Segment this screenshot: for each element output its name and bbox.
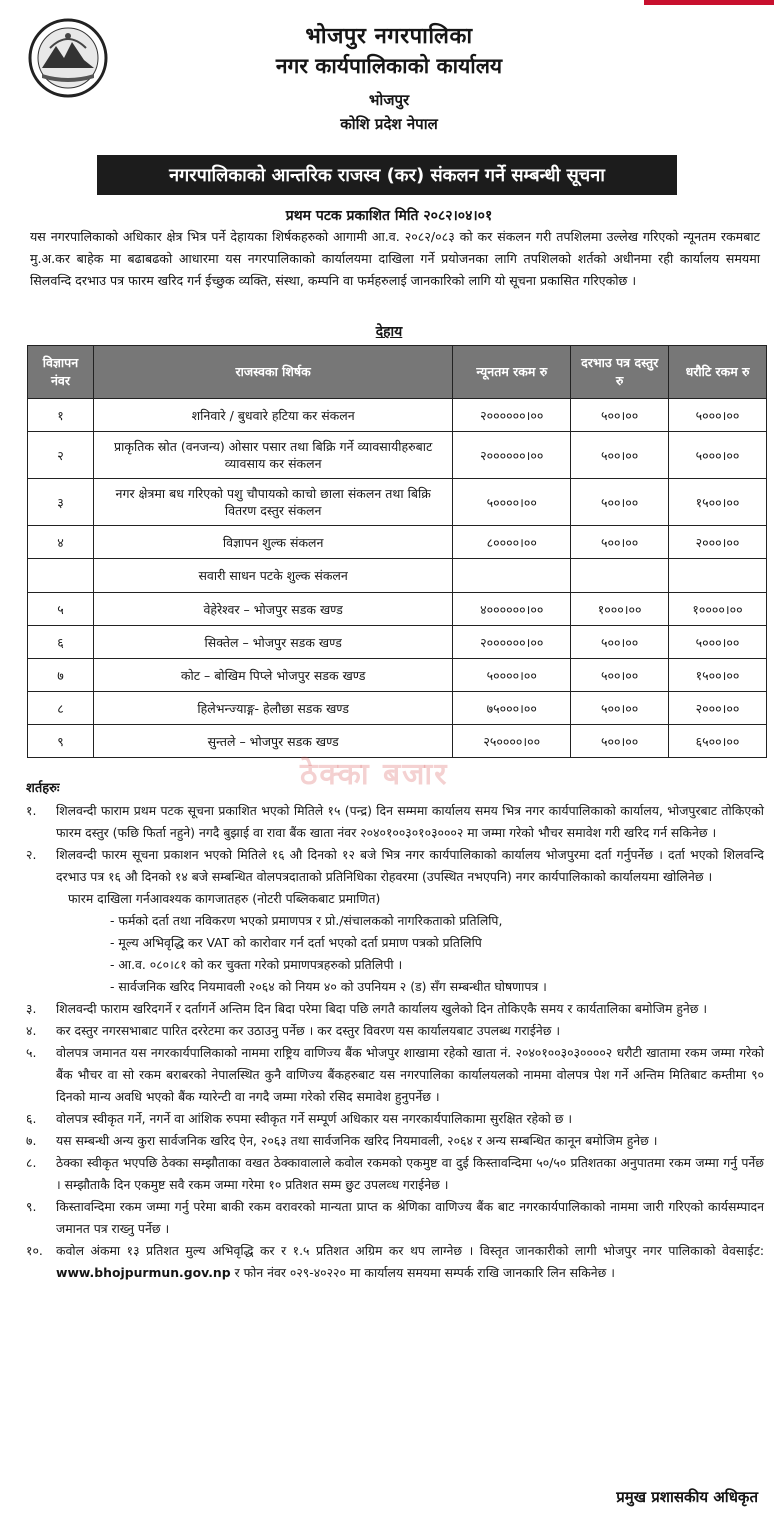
cell-no: ८ [28,692,94,725]
cell-no: ३ [28,479,94,526]
term-item [26,1152,764,1196]
table-row [28,479,767,526]
table-caption: देहाय [375,324,403,340]
table-row [28,526,767,559]
municipality-name: भोजपुर नगरपालिका [305,24,473,49]
cell-min: ४००००००।०० [453,593,571,626]
term-item [26,844,764,888]
cell-no: ५ [28,593,94,626]
term-item [26,800,764,844]
table-row [28,626,767,659]
term-number: ४. [26,1023,37,1038]
cell-deposit: २०००।०० [669,526,767,559]
province-name: कोशि प्रदेश नेपाल [340,115,438,133]
cell-min: २००००००।०० [453,432,571,479]
cell-min: ५००००।०० [453,659,571,692]
doc-item: - मूल्य अभिवृद्धि कर VAT को कारोवार गर्न दर्ता भएको दर्ता प्रमाण पत्रको प्रतिलिपि [110,935,482,950]
terms-list [26,800,764,1284]
cell-fee: ५००।०० [571,399,669,432]
term-number: ३. [26,1001,37,1016]
cell-fee: ५००।०० [571,626,669,659]
table-row [28,432,767,479]
cell-title: शनिवारे / बुधवारे हटिया कर संकलन [93,399,452,432]
term-item [26,1240,764,1284]
term-text: शिलवन्दी फारम सूचना प्रकाशन भएको मितिले १६ औ दिनको १२ बजे भित्र नगर कार्यपालिकाको कार्यालय भोजपुरमा दर्ता गर्नुपर्नेछ । दर्ता भएको शिलवन्दि दरभाउ पत्र १६ औ दिनको १४ बजे सम्बन्धित वोलपत्रदाताको प्रतिनिधिका रोहवरमा (उपस्थित नभएपनि) नगर कार्यपालिकाको कार्यालयमा खोलिनेछ । [56,847,764,884]
col-header-deposit: धरौटि रकम रु [669,346,767,399]
table-row [28,692,767,725]
cell-deposit: २०००।०० [669,692,767,725]
col-header-title: राजस्वका शिर्षक [93,346,452,399]
cell-no: ४ [28,526,94,559]
cell-deposit: ६५००।०० [669,725,767,758]
cell-fee: ५००।०० [571,526,669,559]
cell-fee: ५००।०० [571,432,669,479]
cell-fee: ५००।०० [571,725,669,758]
term-text: शिलवन्दी फाराम प्रथम पटक सूचना प्रकाशित भएको मितिले १५ (पन्द्र) दिन सम्ममा कार्यालय समय भित्र नगर कार्यपालिकाको कार्यालय, भोजपुरबाट तोकिएको फारम दस्तुर (फछि फिर्ता नहुने) नगदै बुझाई वा रावा बैंक खाता नंवर २०४०१००३०१०३०००२ मा जम्मा गरेको भौचर समावेश गरी खरिद गर्न सकिनेछ । [56,803,764,840]
term-number: ७. [26,1133,37,1148]
cell-deposit: ५०००।०० [669,432,767,479]
cell-title: हिलेभन्ज्याङ्ग- हेलौछा सडक खण्ड [93,692,452,725]
cell-fee: ५००।०० [571,659,669,692]
table-header-row [28,346,767,399]
term-text: वोलपत्र स्वीकृत गर्ने, नगर्ने वा आंशिक रुपमा स्वीकृत गर्ने सम्पूर्ण अधिकार यस नगरकार्यपालिकामा सुरक्षित रहेको छ । [56,1111,573,1126]
district-name: भोजपुर [368,91,410,109]
cell-title: सिक्तेल – भोजपुर सडक खण्ड [93,626,452,659]
table-group-row [28,559,767,593]
cell-title: कोट – बोखिम पिप्ले भोजपुर सडक खण्ड [93,659,452,692]
notice-title-banner: नगरपालिकाको आन्तरिक राजस्व (कर) संकलन गर्ने सम्बन्धी सूचना [97,155,677,195]
table-row [28,659,767,692]
term-number: २. [26,847,37,862]
cell-title: सुन्तले – भोजपुर सडक खण्ड [93,725,452,758]
doc-item: - फर्मको दर्ता तथा नविकरण भएको प्रमाणपत्र र प्रो./संचालकको नागरिकताको प्रतिलिपि, [110,913,503,928]
cell-deposit: १५००।०० [669,479,767,526]
cell-min: ७५०००।०० [453,692,571,725]
term-number: ५. [26,1045,37,1060]
term-number: ९. [26,1199,37,1214]
term-item [26,1042,764,1108]
term-item [26,1196,764,1240]
cell-deposit: १००००।०० [669,593,767,626]
term-item [26,1020,764,1042]
cell-deposit: ५०००।०० [669,399,767,432]
term-text: ठेक्का स्वीकृत भएपछि ठेक्का सम्झौताका वखत ठेक्कावालाले कवोल रकमको एकमुष्ट वा दुई किस्तावन्दिमा ५०/५० प्रतिशतका अनुपातमा रकम जम्मा गर्नु पर्नेछ । सम्झौताकै दिन एकमुष्ट सवै रकम जम्मा गरेमा १० प्रतिशत सम्म छुट उपलव्ध गराईनेछ । [56,1155,764,1192]
term-text: वोलपत्र जमानत यस नगरकार्यपालिकाको नाममा राष्ट्रिय वाणिज्य बैंक भोजपुर शाखामा रहेको खाता नं. २०४०१००३०३००००२ धरौटी खातामा रकम जम्मा गरेको बैंक भौचर वा सो रकम बराबरको नेपालस्थित कुनै वाणिज्य बैंकहरुबाट यस नगरपालिका कार्यालयलको नाममा वोलपत्र पेश गर्ने अन्तिम मितिबाट कम्तीमा ९० दिनको मान्य अवधि भएको बैंक ग्यारेन्टी वा नगदै जम्मा गरेको रसिद समावेश हुनुपर्नेछ । [56,1045,764,1104]
cell-min: ८००००।०० [453,526,571,559]
term-item [26,998,764,1020]
cell-min: ५००००।०० [453,479,571,526]
signatory-title: प्रमुख प्रशासकीय अधिकृत [616,1488,758,1506]
cell-title: वेहेरेश्वर – भोजपुर सडक खण्ड [93,593,452,626]
cell-fee: १०००।०० [571,593,669,626]
intro-paragraph: यस नगरपालिकाको अधिकार क्षेत्र भित्र पर्ने देहायका शिर्षकहरुको आगामी आ.व. २०८२/०८३ को कर संकलन गरी तपशिलमा उल्लेख गरिएको न्यूनतम रकमबाट मु.अ.कर बाहेक मा बढाबढको आधारमा यस नगरपालिकाको कार्यालयमा दाखिला गर्ने प्रयोजनका लागि तपशिलको शर्तको अधीनमा रही कार्यालय समयमा सिलवन्दि दरभाउ पत्र फारम खरिद गर्न ईच्छुक व्यक्ति, संस्था, कम्पनि वा फर्महरुलाई जानकारिको लागि यो सूचना प्रकासित गरिएकोछ । [30,229,760,288]
term-text: शिलवन्दी फाराम खरिदगर्ने र दर्तागर्ने अन्तिम दिन बिदा परेमा बिदा पछि लगतै कार्यालय खुलेको दिन तोकिएकै समय र कार्यतालिका बमोजिम हुनेछ । [56,1001,708,1016]
cell-no: ६ [28,626,94,659]
watermark: ठेक्का बजार [300,757,449,792]
office-name: नगर कार्यपालिकाको कार्यालय [275,54,503,78]
term-text [56,1240,764,1284]
docs-intro: फारम दाखिला गर्नआवश्यक कागजातहरु (नोटरी पब्लिकबाट प्रमाणित) [68,891,381,906]
table-row [28,593,767,626]
col-header-min-amount: न्यूनतम रकम रु [453,346,571,399]
doc-item: - सार्वजनिक खरिद नियमावली २०६४ को नियम ४० को उपनियम २ (ड) सँग सम्बन्धीत घोषणापत्र । [110,979,547,994]
term-text: कर दस्तुर नगरसभाबाट पारित दररेटमा कर उठाउनु पर्नेछ । कर दस्तुर विवरण यस कार्यालयबाट उपलब्ध गराईनेछ । [56,1023,561,1038]
cell-no: ९ [28,725,94,758]
doc-item: - आ.व. ०८०।८१ को कर चुक्ता गरेको प्रमाणपत्रहरुको प्रतिलिपी । [110,957,403,972]
cell-min: २००००००।०० [453,399,571,432]
published-date: प्रथम पटक प्रकाशित मिति २०८२।०४।०१ [285,208,493,224]
cell-fee: ५००।०० [571,692,669,725]
cell-title: प्राकृतिक स्रोत (वनजन्य) ओसार पसार तथा बिक्रि गर्ने व्यावसायीहरुबाट व्यावसाय कर संकलन [93,432,452,479]
cell-no: १ [28,399,94,432]
term-number: १०. [26,1243,43,1258]
term-text-part: कवोल अंकमा १३ प्रतिशत मुल्य अभिवृद्धि कर र १.५ प्रतिशत अग्रिम कर थप लाग्नेछ । विस्तृत जानकारीको लागी भोजपुर नगर पालिकाको वेवसाईट: [56,1243,764,1258]
cell-title: विज्ञापन शुल्क संकलन [93,526,452,559]
corner-mark [644,0,774,5]
table-row [28,399,767,432]
col-header-ad-no: विज्ञापन नंवर [28,346,94,399]
term-item [26,1108,764,1130]
cell-no: ७ [28,659,94,692]
cell-min: २००००००।०० [453,626,571,659]
group-heading: सवारी साधन पटके शुल्क संकलन [93,559,452,593]
term-number: १. [26,803,37,818]
cell-fee: ५००।०० [571,479,669,526]
term-text: किस्तावन्दिमा रकम जम्मा गर्नु परेमा बाकी रकम वरावरको मान्यता प्राप्त क श्रेणिका वाणिज्य बैंक बाट नगरकार्यपालिकाको नाममा जारी गरिएको कार्यसम्पादन जमानत पत्र राख्नु पर्नेछ । [56,1199,764,1236]
cell-title: नगर क्षेत्रमा बध गरिएको पशु चौपायको काचो छाला संकलन तथा बिक्रि वितरण दस्तुर संकलन [93,479,452,526]
cell-no: २ [28,432,94,479]
term-number: ८. [26,1155,37,1170]
term-text: यस सम्बन्धी अन्य कुरा सार्वजनिक खरिद ऐन, २०६३ तथा सार्वजनिक खरिद नियमावली, २०६४ र अन्य सम्बन्धित कानून बमोजिम हुनेछ । [56,1133,658,1148]
term-text-part: र फोन नंवर ०२९-४०२२० मा कार्यालय समयमा सम्पर्क राखि जानकारि लिन सकिनेछ । [230,1265,615,1280]
col-header-fee: दरभाउ पत्र दस्तुर रु [571,346,669,399]
revenue-table [27,345,767,758]
cell-deposit: १५००।०० [669,659,767,692]
cell-min: २५००००।०० [453,725,571,758]
website-link[interactable]: www.bhojpurmun.gov.np [56,1265,231,1280]
term-item [26,1130,764,1152]
terms-heading: शर्तहरुः [26,781,60,796]
cell-deposit: ५०००।०० [669,626,767,659]
term-number: ६. [26,1111,37,1126]
